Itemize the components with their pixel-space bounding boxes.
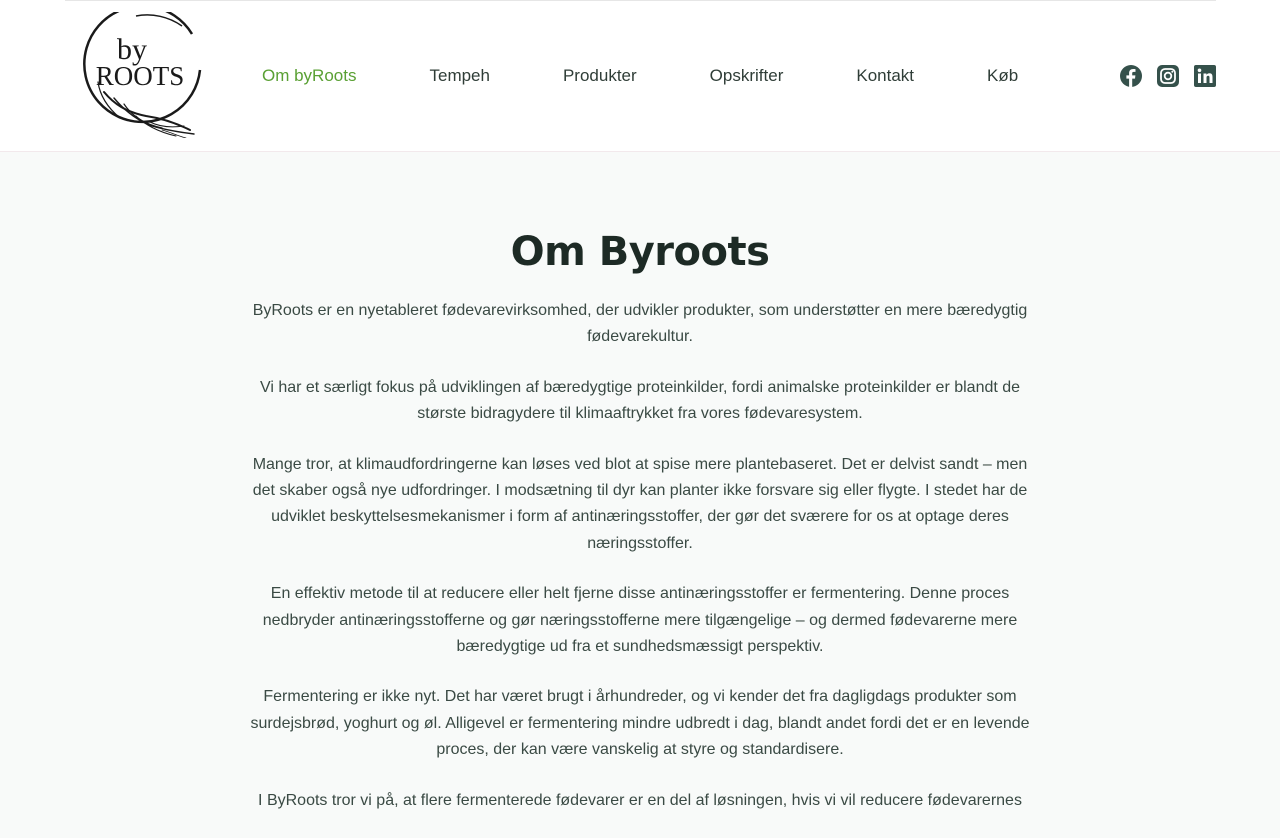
plant-based-paragraph: Mange tror, at klimaudfordringerne kan løses ved blot at spise mere plantebaseret. Det er delvist sandt – men det skaber også nye udfordringer. I modsætning til dyr kan planter ikke forsvare sig eller flygte. I stedet har de udviklet beskyttelsesmekanismer i form af antinæringsstoffer, der gør det sværere for os at optage deres næringsstoffer. xyxy=(252,455,1028,552)
nav-item-opskrifter[interactable]: Opskrifter xyxy=(709,66,784,85)
social-links xyxy=(1120,65,1216,87)
byroots-logo-mark xyxy=(74,12,204,138)
intro-paragraph: ByRoots er en nyetableret fødevarevirksomhed, der udvikler produkter, som understøtter en mere bæredygtig fødevarekultur. xyxy=(252,302,1028,346)
logo-text-by: by xyxy=(117,33,147,66)
belief-paragraph: I ByRoots tror vi på, at flere fermenterede fødevarer er en del af løsningen, hvis vi vil reducere fødevarernes xyxy=(258,791,1022,809)
nav-item-produkter[interactable]: Produkter xyxy=(562,66,637,85)
header-top-divider xyxy=(65,0,1216,1)
facebook-icon[interactable] xyxy=(1120,65,1142,87)
linkedin-icon[interactable] xyxy=(1194,65,1216,87)
fermentation-method-paragraph: En effektiv metode til at reducere eller helt fjerne disse antinæringsstoffer er fermentering. Denne proces nedbryder antinæringsstofferne og gør næringsstofferne mere tilgængelige – og dermed fødevarerne mere bæredygtige ud fra et sundhedsmæssigt perspektiv. xyxy=(262,585,1018,656)
site-header xyxy=(0,0,1280,152)
nav-item-koeb[interactable]: Køb xyxy=(987,66,1019,85)
site-logo[interactable] xyxy=(74,12,204,138)
fermentation-history-paragraph: Fermentering er ikke nyt. Det har været brugt i århundreder, og vi kender det fra dagligdags produkter som surdejsbrød, yoghurt og øl. Alligevel er fermentering mindre udbredt i dag, blandt andet fordi det er en levende proces, der kan være vanskelig at styre og standardisere. xyxy=(250,688,1030,759)
nav-item-om-byroots[interactable]: Om byRoots xyxy=(262,66,357,85)
main-navigation xyxy=(262,64,1018,88)
page-title: Om Byroots xyxy=(510,229,770,275)
logo-text-roots: ROOTS xyxy=(95,61,185,91)
nav-item-kontakt[interactable]: Kontakt xyxy=(856,66,915,85)
nav-item-tempeh[interactable]: Tempeh xyxy=(429,66,490,85)
focus-paragraph: Vi har et særligt fokus på udviklingen af bæredygtige proteinkilder, fordi animalske proteinkilder er blandt de største bidragydere til klimaaftrykket fra vores fødevaresystem. xyxy=(259,378,1021,423)
main-content xyxy=(240,224,1040,838)
instagram-icon[interactable] xyxy=(1157,65,1179,87)
